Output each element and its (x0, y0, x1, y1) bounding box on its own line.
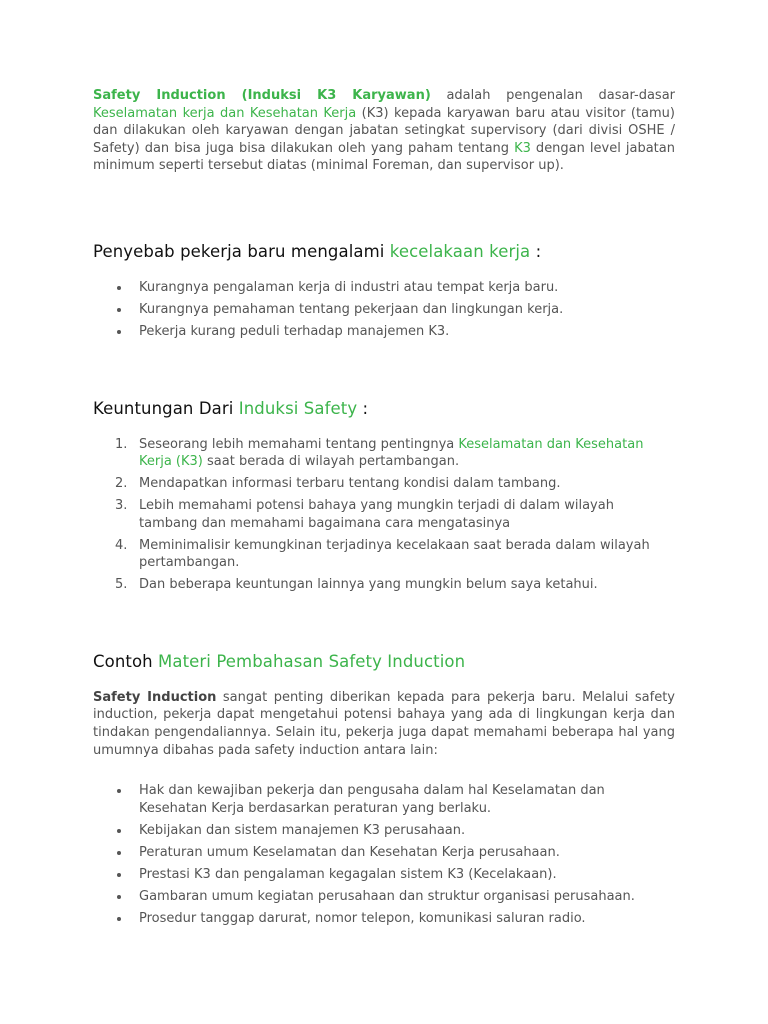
intro-paragraph (93, 87, 675, 175)
link-induksi-safety[interactable]: Induksi Safety (238, 398, 358, 418)
link-k3[interactable]: K3 (514, 140, 531, 156)
section-heading-penyebab (93, 241, 675, 263)
list-number: 4. (115, 537, 128, 553)
link-kecelakaan-kerja[interactable]: kecelakaan kerja (389, 241, 531, 261)
list-item: Prosedur tanggap darurat, nomor telepon, komunikasi saluran radio. (93, 910, 675, 928)
materi-term: Safety Induction (93, 689, 217, 705)
list-item: Kurangnya pemahaman tentang pekerjaan dan lingkungan kerja. (93, 301, 675, 319)
link-k3-full[interactable]: Keselamatan dan Kesehatan Kerja (K3) (139, 436, 644, 470)
section-heading-contoh (93, 651, 675, 673)
heading-text: Keuntungan Dari (93, 398, 239, 418)
list-item: Gambaran umum kegiatan perusahaan dan struktur organisasi perusahaan. (93, 888, 675, 906)
section-heading-keuntungan (93, 398, 675, 420)
list-number: 1. (115, 436, 128, 452)
heading-colon: : (530, 241, 542, 261)
list-item: Kebijakan dan sistem manajemen K3 perusahaan. (93, 822, 675, 840)
item-text: Seseorang lebih memahami tentang pentingnya (139, 436, 459, 452)
intro-text-3: dengan level jabatan minimum seperti tersebut diatas (minimal Foreman, dan supervisor up). (93, 140, 675, 174)
link-materi-pembahasan[interactable]: Materi Pembahasan Safety Induction (158, 651, 466, 671)
item-text: Lebih memahami potensi bahaya yang mungkin terjadi di dalam wilayah tambang dan memahami bagaimana cara mengatasinya (139, 498, 614, 531)
list-item: Kurangnya pengalaman kerja di industri atau tempat kerja baru. (93, 279, 675, 297)
list-item (93, 537, 675, 572)
heading-colon: : (357, 398, 369, 418)
list-number: 2. (115, 476, 128, 492)
materi-text: sangat penting diberikan kepada para pekerja baru. Melalui safety induction, pekerja dapat mengetahui potensi bahaya yang ada di lingkungan kerja dan tindakan pengendaliannya. Selain itu, pekerja juga dapat memahami beberapa hal yang umumnya dibahas pada safety induction antara lain: (93, 689, 675, 758)
list-number: 5. (115, 577, 128, 593)
intro-term: Safety Induction (Induksi K3 Karyawan) (93, 88, 431, 103)
list-item: Hak dan kewajiban pekerja dan pengusaha dalam hal Keselamatan dan Kesehatan Kerja berdasarkan peraturan yang berlaku. (93, 782, 675, 817)
list-item (93, 497, 675, 532)
item-text: Meminimalisir kemungkinan terjadinya kecelakaan saat berada dalam wilayah pertambangan. (139, 537, 650, 571)
article-body (93, 87, 675, 927)
item-text: saat berada di wilayah pertambangan. (202, 454, 460, 470)
link-keselamatan-kerja[interactable]: Keselamatan kerja dan Kesehatan Kerja (93, 105, 357, 121)
heading-text: Contoh (93, 651, 159, 671)
intro-text-2: (K3) kepada karyawan baru atau visitor (tamu) dan dilakukan oleh karyawan dengan jabatan setingkat supervisory (dari divisi OSHE / Safety) dan bisa juga bisa dilakukan oleh yang paham tentang (93, 105, 675, 156)
list-item (93, 576, 675, 594)
list-keuntungan (93, 436, 675, 594)
list-item: Peraturan umum Keselamatan dan Kesehatan Kerja perusahaan. (93, 844, 675, 862)
list-item (93, 436, 675, 471)
item-text: Dan beberapa keuntungan lainnya yang mungkin belum saya ketahui. (139, 577, 598, 593)
materi-paragraph (93, 689, 675, 759)
item-text: Mendapatkan informasi terbaru tentang kondisi dalam tambang. (139, 476, 561, 492)
list-materi (93, 782, 675, 927)
list-item (93, 475, 675, 493)
list-number: 3. (115, 498, 128, 514)
list-item: Prestasi K3 dan pengalaman kegagalan sistem K3 (Kecelakaan). (93, 866, 675, 884)
intro-text-1: adalah pengenalan dasar-dasar (430, 88, 675, 103)
list-penyebab (93, 279, 675, 341)
list-item: Pekerja kurang peduli terhadap manajemen K3. (93, 323, 675, 341)
heading-text: Penyebab pekerja baru mengalami (93, 241, 390, 261)
